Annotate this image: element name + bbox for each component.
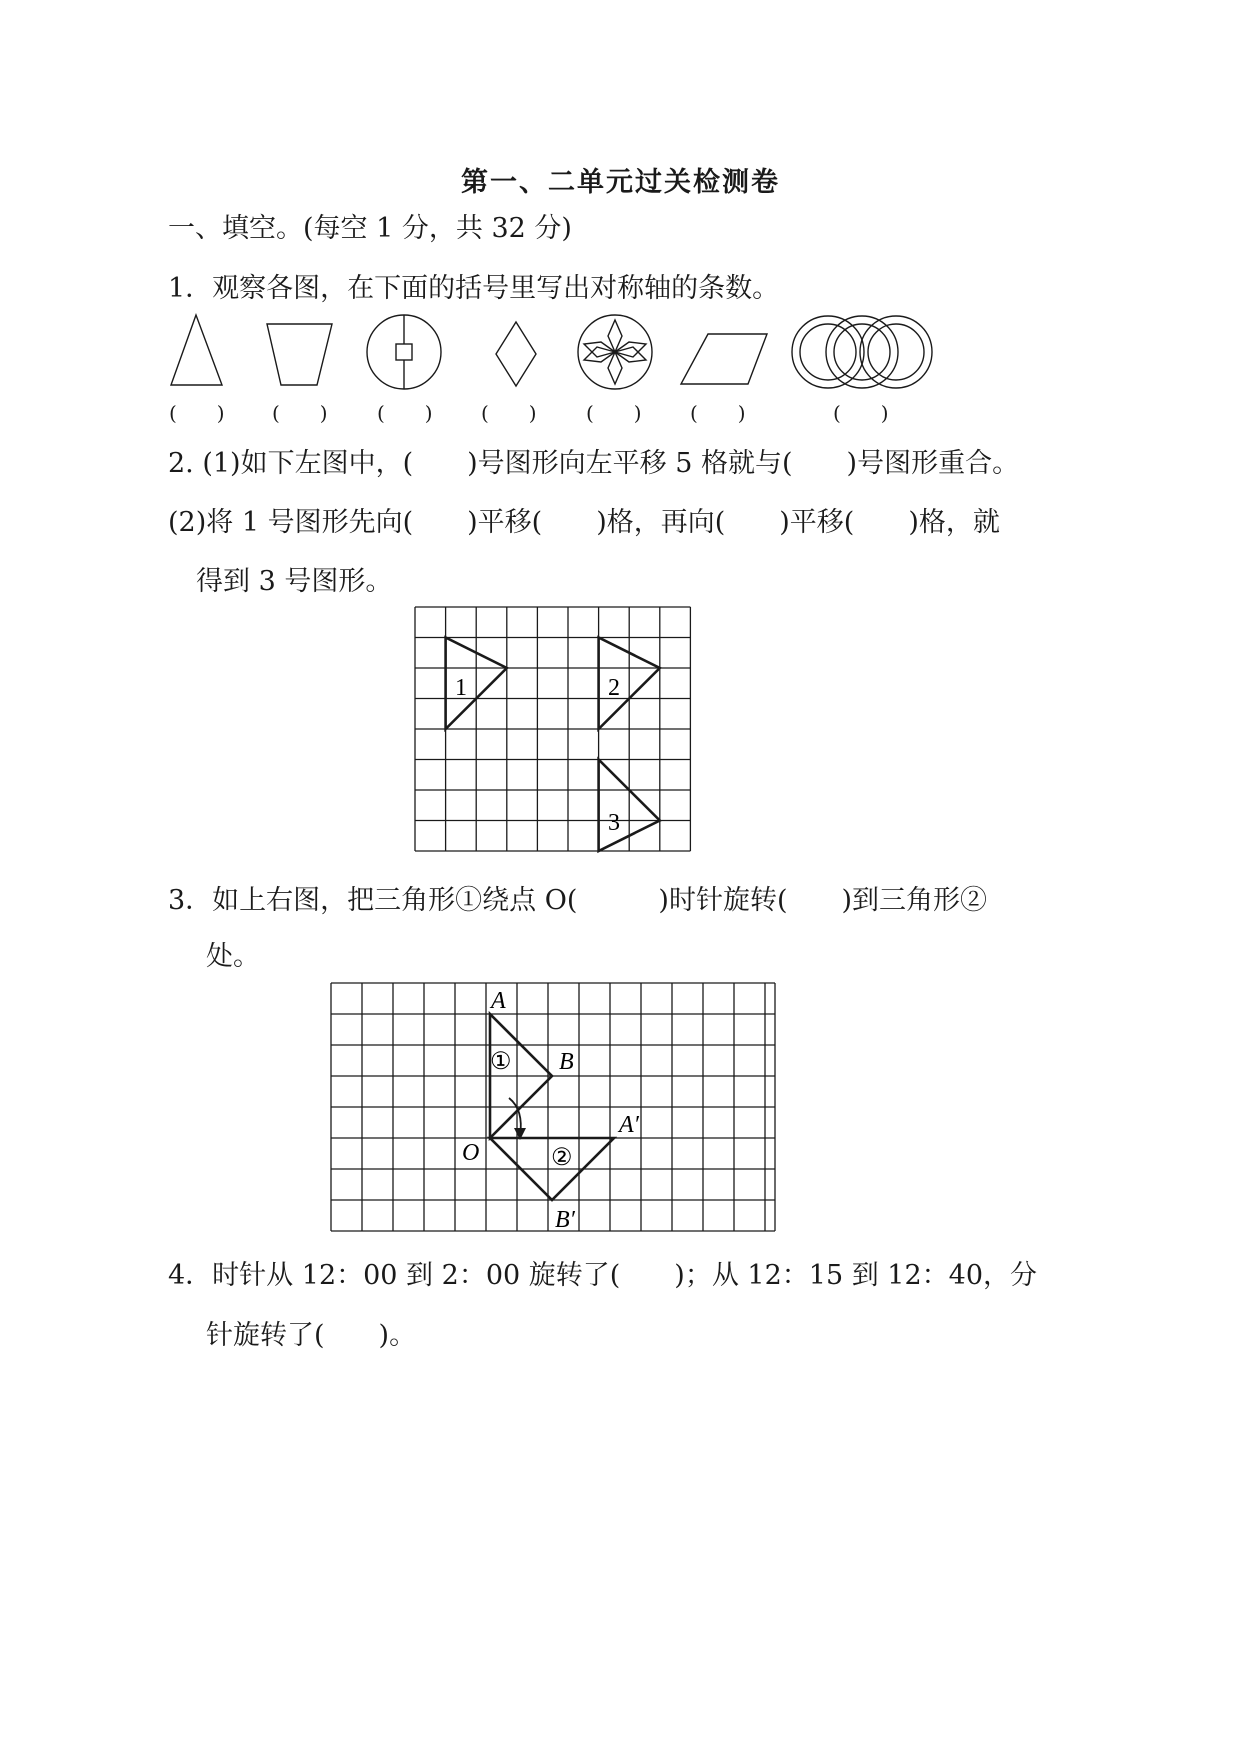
answer-blank[interactable]: ( ) [377, 401, 433, 425]
point-b-prime-label: B′ [555, 1207, 575, 1233]
answer-blank[interactable]: ( ) [586, 401, 642, 425]
point-a-prime-label: A′ [619, 1112, 639, 1138]
triangle-3-label: 3 [608, 810, 620, 836]
coin-shape [367, 315, 441, 389]
rotation-grid-figure [328, 980, 780, 1236]
answer-blank[interactable]: ( ) [833, 401, 889, 425]
isosceles-triangle-shape [171, 315, 222, 385]
answer-blank[interactable]: ( ) [272, 401, 328, 425]
answer-blank[interactable]: ( ) [690, 401, 746, 425]
question-4-text-cont: 针旋转了( )。 [206, 1320, 417, 1351]
triangle-1-marker: ① [490, 1049, 512, 1075]
point-b-label: B [559, 1049, 574, 1075]
trapezoid-shape [267, 324, 332, 385]
triangle-1-label: 1 [455, 675, 467, 701]
triangle-2-label: 2 [608, 675, 620, 701]
point-a-label: A [491, 988, 506, 1014]
question-2-part-2-cont: 得到 3 号图形。 [196, 566, 393, 597]
translation-grid-figure [412, 604, 696, 854]
question-3-text: 3．如上右图，把三角形①绕点 O( )时针旋转( )到三角形② [168, 885, 988, 916]
answer-blank[interactable]: ( ) [481, 401, 537, 425]
question-2-part-1: 2. (1)如下左图中，( )号图形向左平移 5 格就与( )号图形重合。 [168, 448, 1020, 479]
triangle-2-marker: ② [551, 1145, 573, 1171]
section-heading: 一、填空。(每空 1 分，共 32 分) [168, 213, 572, 244]
question-2-part-2: (2)将 1 号图形先向( )平移( )格，再向( )平移( )格，就 [168, 507, 1000, 538]
rhombus-shape [496, 322, 536, 386]
symmetry-shapes [160, 312, 950, 396]
parallelogram-shape [681, 334, 767, 384]
answer-blank[interactable]: ( ) [169, 401, 225, 425]
three-rings-shape [792, 316, 932, 388]
question-4-text: 4．时针从 12：00 到 2：00 旋转了( )；从 12：15 到 12：40，分 [168, 1260, 1037, 1291]
question-1-text: 1．观察各图，在下面的括号里写出对称轴的条数。 [168, 273, 780, 304]
page-title: 第一、二单元过关检测卷 [461, 167, 780, 198]
question-3-text-cont: 处。 [206, 941, 260, 972]
star-in-circle-shape [578, 315, 652, 389]
point-o-label: O [462, 1140, 480, 1166]
